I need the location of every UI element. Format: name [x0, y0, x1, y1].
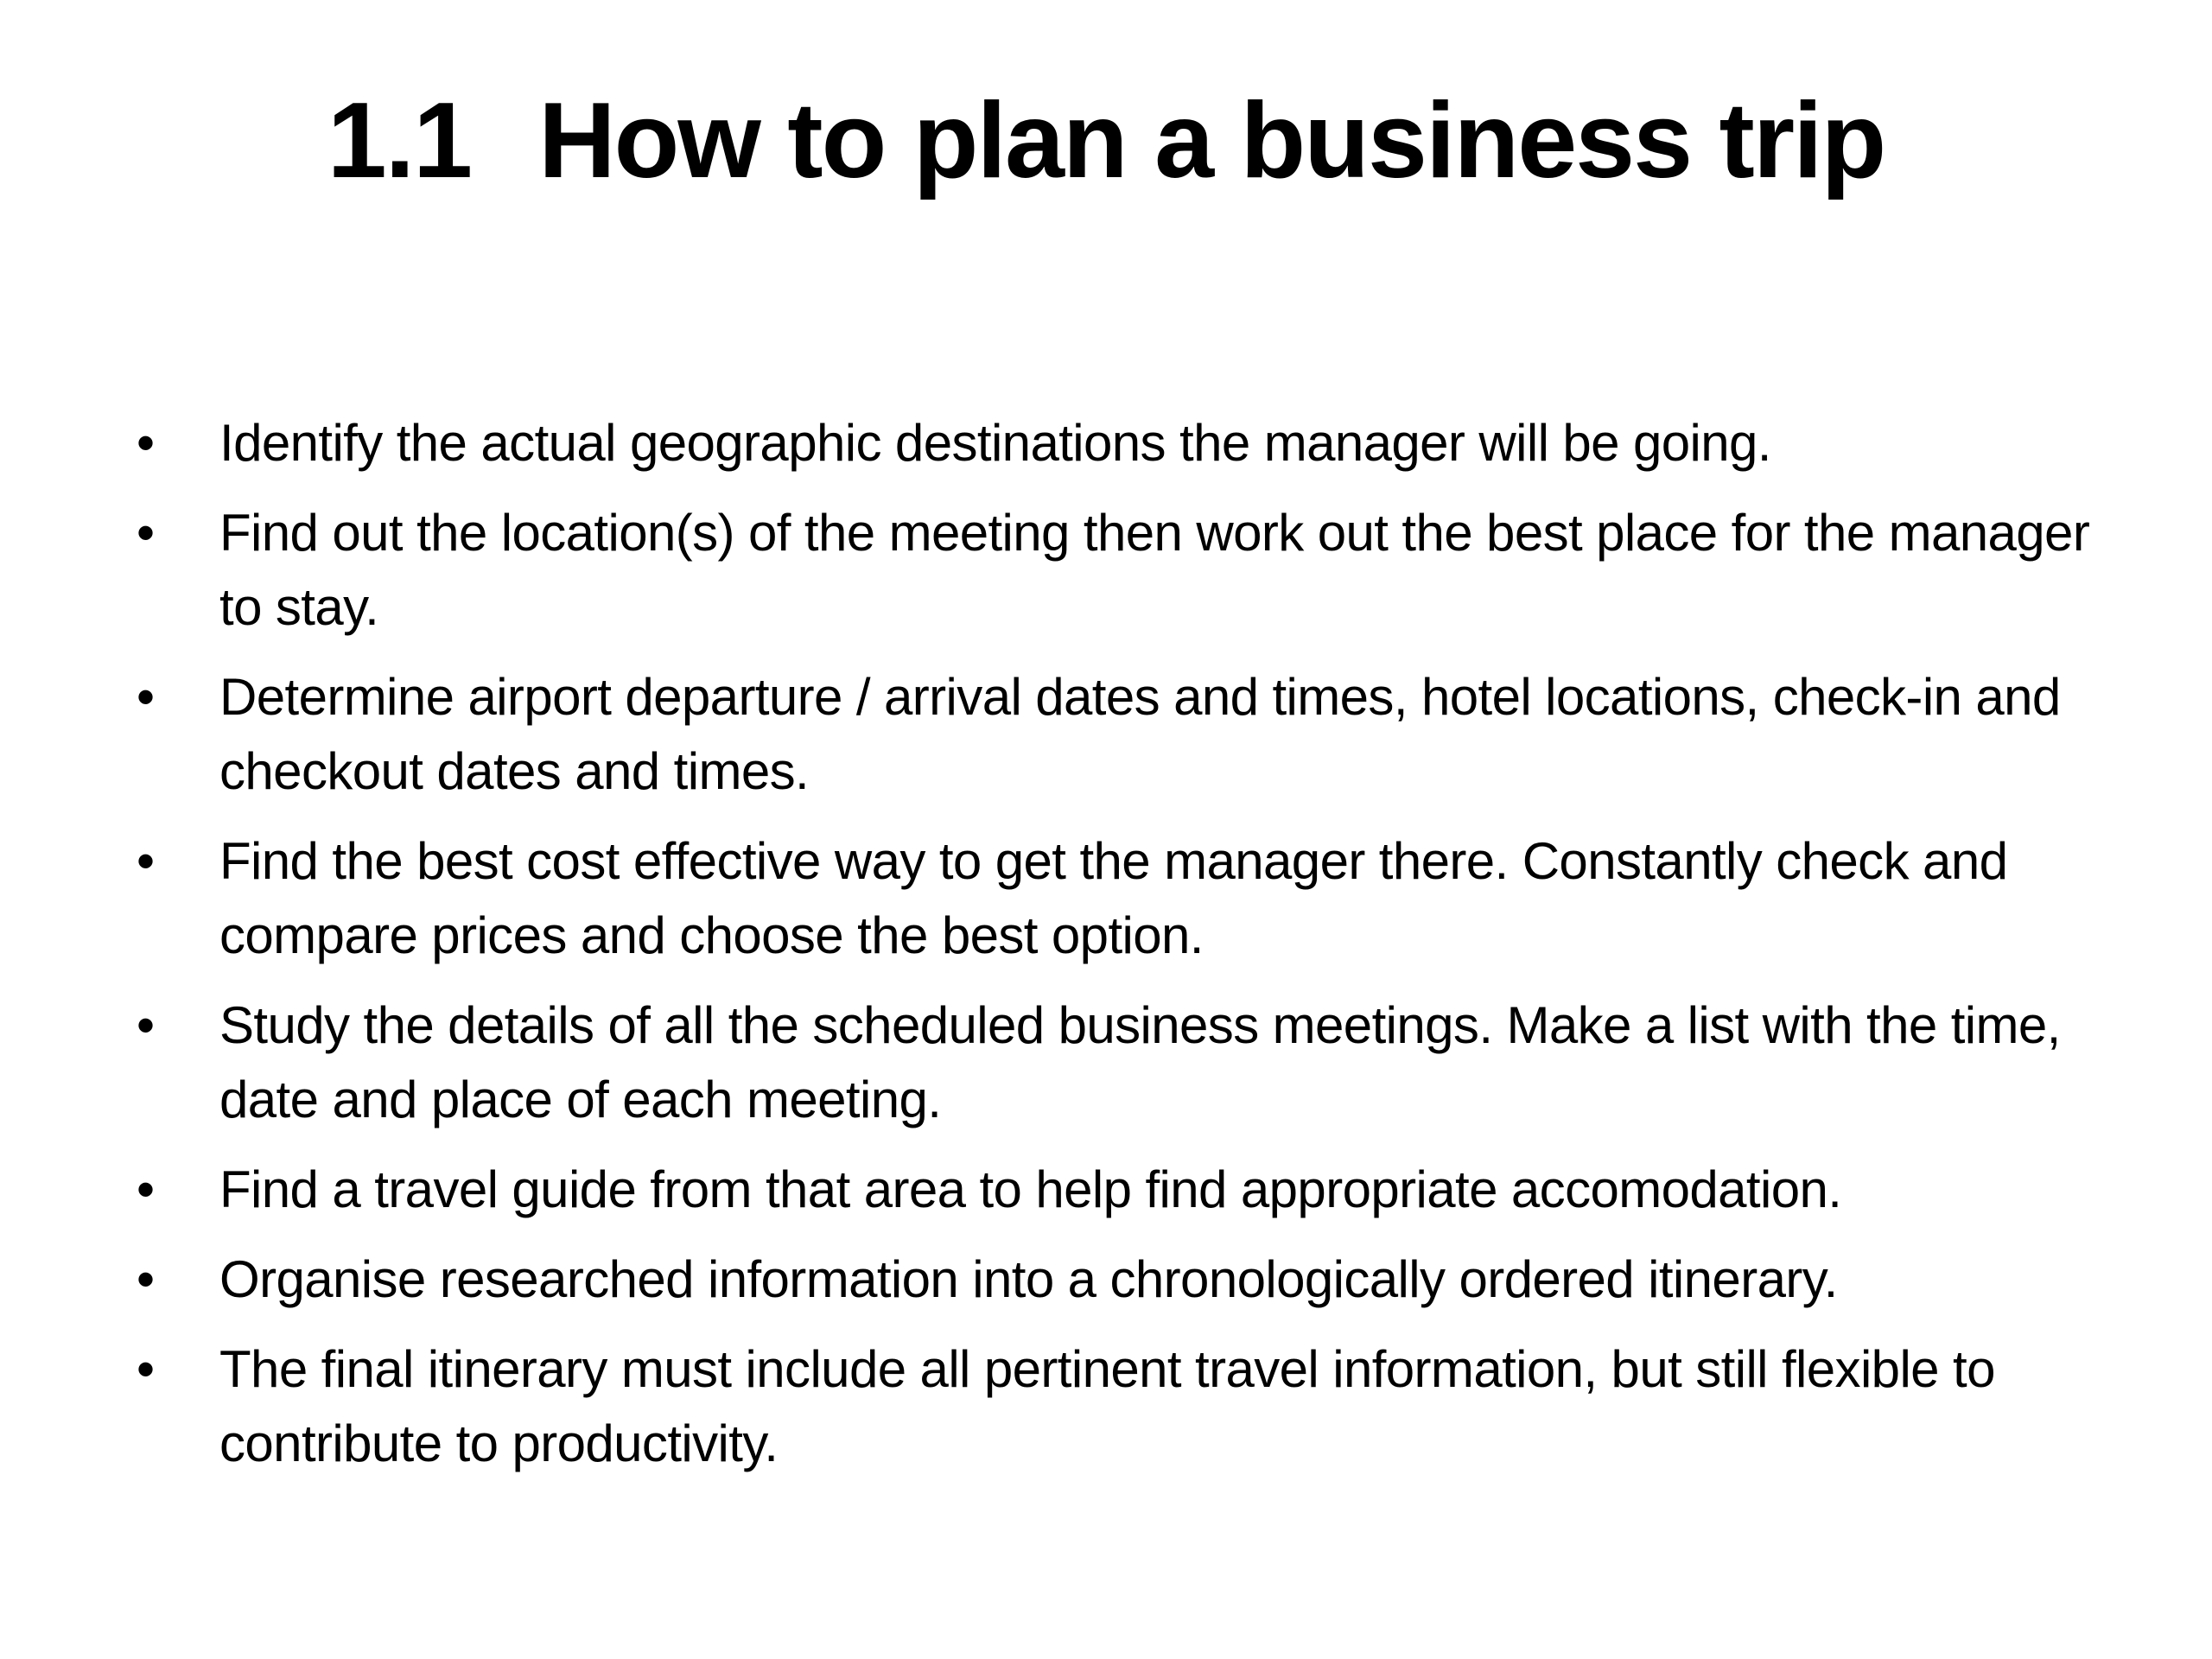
section-number: 1.1: [327, 81, 472, 200]
bullet-icon: •: [137, 1160, 155, 1218]
list-item-text: Identify the actual geographic destinations the manager will be going.: [219, 414, 1771, 472]
bullet-icon: •: [137, 1340, 155, 1398]
bullet-list: [130, 406, 2091, 1497]
list-item: [130, 660, 2091, 809]
bullet-icon: •: [137, 504, 155, 562]
bullet-icon: •: [137, 414, 155, 472]
list-item-text: Study the details of all the scheduled business meetings. Make a list with the time, date and place of each meeting.: [219, 996, 2061, 1128]
list-item: [130, 1332, 2091, 1481]
bullet-icon: •: [137, 668, 155, 726]
bullet-icon: •: [137, 832, 155, 890]
bullet-icon: •: [137, 996, 155, 1054]
list-item-text: Find the best cost effective way to get the manager there. Constantly check and compare prices and choose the best option.: [219, 832, 2008, 964]
list-item: [130, 988, 2091, 1137]
list-item: [130, 1243, 2091, 1317]
list-item-text: Find out the location(s) of the meeting then work out the best place for the manager to stay.: [219, 504, 2090, 636]
list-item-text: Find a travel guide from that area to help find appropriate accomodation.: [219, 1160, 1842, 1218]
bullet-icon: •: [137, 1250, 155, 1308]
list-item-text: Organise researched information into a chronologically ordered itinerary.: [219, 1250, 1838, 1308]
list-item: [130, 824, 2091, 973]
list-item: [130, 496, 2091, 645]
page-title: [259, 76, 1953, 206]
title-text: How to plan a business trip: [538, 81, 1885, 200]
list-item-text: The final itinerary must include all pertinent travel information, but still flexible to contribute to productivity.: [219, 1340, 1995, 1472]
list-item-text: Determine airport departure / arrival dates and times, hotel locations, check-in and checkout dates and times.: [219, 668, 2061, 800]
list-item: [130, 1153, 2091, 1227]
list-item: [130, 406, 2091, 480]
